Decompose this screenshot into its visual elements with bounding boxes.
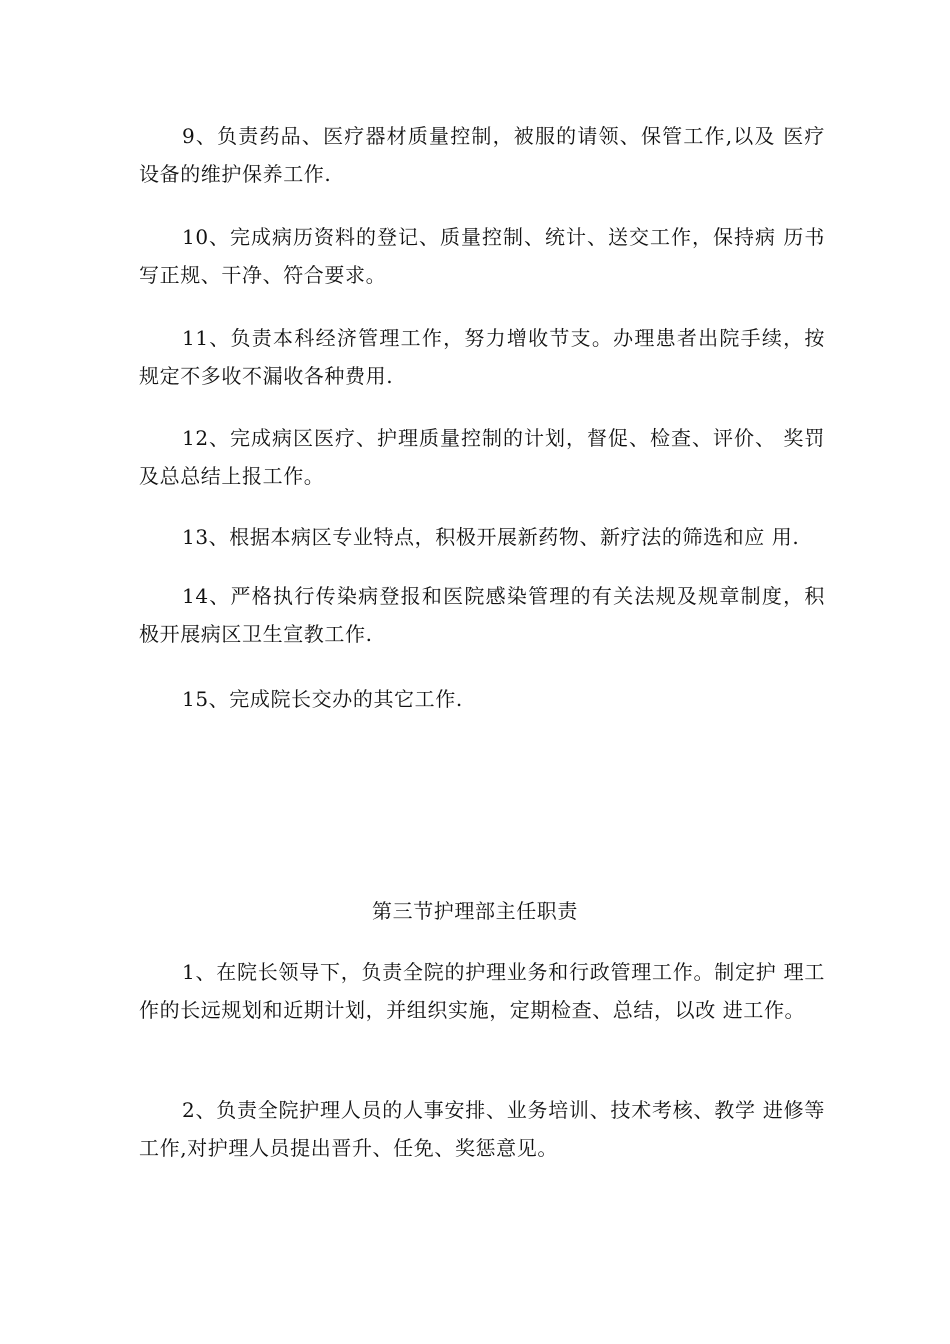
duty-item-12: 12、完成病区医疗、护理质量控制的计划，督促、检查、评价、 奖罚及总总结上报工作。: [139, 426, 825, 488]
director-duty-item-1: 1、在院长领导下，负责全院的护理业务和行政管理工作。制定护 理工作的长远规划和近期计划，并组织实施，定期检查、总结，以改 进工作。: [139, 960, 825, 1022]
duty-item-15: 15、完成院长交办的其它工作.: [182, 687, 463, 711]
section-title: 第三节护理部主任职责: [372, 899, 578, 923]
duty-item-9: 9、负责药品、医疗器材质量控制，被服的请领、保管工作,以及 医疗设备的维护保养工作.: [139, 124, 825, 186]
duty-item-13: 13、根据本病区专业特点，积极开展新药物、新疗法的筛选和应 用.: [182, 525, 800, 549]
director-duty-item-2: 2、负责全院护理人员的人事安排、业务培训、技术考核、教学 进修等工作,对护理人员提出晋升、任免、奖惩意见。: [139, 1098, 825, 1160]
duty-item-11: 11、负责本科经济管理工作，努力增收节支。办理患者出院手续，按规定不多收不漏收各种费用.: [139, 326, 825, 388]
duty-item-10: 10、完成病历资料的登记、质量控制、统计、送交工作，保持病 历书写正规、干净、符合要求。: [139, 225, 825, 287]
duty-item-14: 14、严格执行传染病登报和医院感染管理的有关法规及规章制度，积极开展病区卫生宣教工作.: [139, 584, 825, 646]
